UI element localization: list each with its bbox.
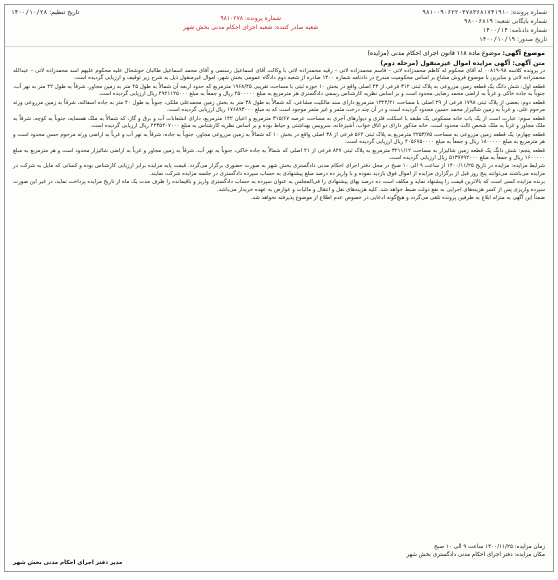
auction-date: زمان مزایده: ۱۴۰۰/۱۱/۲۵ ساعت ۹ الی ۱۰ صبح [434, 544, 545, 550]
body-paragraph: شرایط مزایده: مزایده در تاریخ ۱۴۰۰/۱۱/۲۵ از ساعت ۹ الی ۱۰ صبح در محل دفتر اجرای احکام مدنی دادگستری بخش شهر به صورت حضوری برگزار می‌گردد. قیمت پایه مزایده برابر ارزیابی کارشناس بوده و کسانی که مایل به شرکت در مزایده می‌باشند می‌توانند پنج روز قبل از برگزاری مزایده از اموال فوق بازدید نموده و با واریز ده درصد مبلغ پیشنهادی به حساب سپرده دادگستری در جلسه مزایده شرکت نمایند. [13, 163, 546, 177]
body-paragraph: در پرونده کلاسه ۹۸-۰۰۸۱۹ له آقای محکوم له کاظم محمدزاده لاتی – قاسم محمدزاده لاتی – رقیه محمدزاده لاتی با وکالت آقای اسماعیل رستمی و آقای محمد اسماعیل طالبان خوشحال علیه محکوم علیهم اسد محمدزاده لاتی – عبدالله محمدزاده لاتی و سایرین با موضوع فروش مشاع بر اساس محکومیت مندرج در دادنامه شماره ۱۴۰۰ صادره از شعبه دوم دادگاه عمومی بخش شهر، اموال غیرمنقول ذیل به شرح زیر توقیف و ارزیابی گردیده است. [13, 68, 545, 82]
case-info-row: شماره دادنامه: ۱۴۰۰/۱۴ [482, 27, 547, 34]
body-paragraph: قطعه سوم: عبارت است از یک باب خانه مسکونی یک طبقه با اسکلت فلزی و دیوارهای آجری به مساحت عرصه ۳۱۵/۶۷ مترمربع و اعیان ۱۴۲ مترمربع، دارای انشعابات آب و برق و گاز، که شمالاً به ملک همسایه، جنوباً به کوچه، شرقاً به ملک مجاور و غرباً به ملک شخص ثالث محدود است. خانه مذکور دارای دو اتاق خواب، آشپزخانه، سرویس بهداشتی و حیاط بوده و بر اساس نظریه کارشناس به مبلغ ۴۴۳۵۴۰۷۰۰۰ ریال ارزیابی گردیده است. [13, 115, 546, 129]
issue-date-value: ۱۴۰۰/۱۰/۲۸ [11, 9, 48, 16]
auction-place: مکان مزایده: دفتر اجرای احکام مدنی دادگستری بخش شهر [406, 552, 545, 558]
notice-body [5, 68, 553, 202]
notice-page [4, 4, 554, 572]
case-number-line: شماره پرونده: ۹۸۱۰۲۷۸ [220, 15, 281, 22]
body-paragraph: قطعه دوم: بعضی از پلاک ثبتی ۱۷۹۸ فرعی از ۲۹ اصلی با مساحت ۱۳۲۴/۲۱ مترمربع دارای سند مالکیت مشاعی، که شمالاً به طول ۳۸ متر به بخش زمین محمدعلی ملکی، جنوباً به طول ۴۰ متر به جاده اسفالته، شرقاً به زمین مزروعی ورثه مرحوم علی، و غرباً به زمین شالیزار محمد حسین محدود گردیده است و در آن چند درخت مثمر و غیر مثمر موجود است که به مبلغ ۱۷۶۸۹۳۰۰۰ ریال ارزیابی گردیده است. [13, 99, 546, 114]
case-info [422, 8, 547, 44]
notice-title: متن آگهی: آگهی مزایده اموال غیرمنقول (مرحله دوم) [380, 60, 545, 67]
subject-label: موضوع آگهی: [502, 50, 545, 57]
body-paragraph: قطعه پنجم: شش دانگ یک قطعه زمین شالیزار به مساحت ۳۲۱۱/۱۲ مترمربع به پلاک ثبتی ۸۴۷ فرعی از ۴۱ اصلی که شمالاً به جاده خاکی، جنوباً به نهر آب، شرقاً به زمین مجاور و غرباً به اراضی شالیزار محدود است و هر مترمربع به مبلغ ۱۶۰۰۰۰۰ ریال و جمعاً به مبلغ ۵۱۳۷۷۹۲۰۰۰ ریال ارزیابی گردیده است. [13, 147, 545, 161]
signature: مدیر دفتر اجرای احکام مدنی بخش شهر [13, 560, 123, 566]
issuing-branch [183, 8, 318, 32]
body-paragraph: قطعه اول: شش دانگ یک قطعه زمین مزروعی به پلاک ثبتی ۳۱۲ فرعی از ۴۳ اصلی واقع در بخش ۱۰ حوزه ثبتی با مساحت تقریبی ۱۹۶۸/۴۵ مترمربع که حدود اربعه آن شمالاً به طول ۴۵ متر به زمین مجاور، شرقاً به طول ۴۲ متر به نهر آب، جنوباً به جاده خاکی و غرباً به اراضی محمد رضایی محدود است و بر اساس نظریه کارشناس رسمی دادگستری هر مترمربع به مبلغ ۲۵۰۰۰۰۰ ریال و جمعاً به مبلغ ۴۹۲۱۱۲۵۰۰۰ ریال ارزیابی گردیده است. [13, 83, 545, 98]
notice-header [5, 5, 553, 47]
issue-date-label: تاریخ تنظیم: [49, 9, 80, 16]
notice-subject [5, 47, 553, 59]
case-info-row: شماره بایگانی شعبه: ۹۸۰۰۶۸۱۹ [464, 18, 547, 25]
body-paragraph: ضمناً این آگهی به منزله ابلاغ به طرفین پرونده تلقی می‌گردد و هیچ‌گونه ادعایی در خصوص عدم اطلاع از موضوع پذیرفته نخواهد شد. [250, 195, 545, 202]
case-info-row: شماره پرونده: ۹۸۱۰۰۹۰۶۲۲۰۳۷۸۳۶۸۱۷۴۱۹۱۰ [422, 9, 547, 16]
body-paragraph: برنده مزایده کسی است که بالاترین قیمت را پیشنهاد نماید و مکلف است ده درصد بهای پیشنهادی را فی‌المجلس به عنوان سپرده به حساب دادگستری واریز و باقیمانده را ظرف مدت یک ماه از تاریخ مزایده پرداخت نماید، در غیر این صورت سپرده واریزی پس از کسر هزینه‌های اجرایی به نفع دولت ضبط خواهد شد. کلیه هزینه‌های نقل و انتقال و مالیات و عوارض به عهده خریدار می‌باشد. [13, 179, 545, 193]
branch-line: شعبه صادر کننده: شعبه اجرای احکام مدنی بخش شهر [183, 24, 319, 31]
subject-value: موضوع ماده ۱۱۸ قانون اجرای احکام مدنی (مزایده) [367, 50, 501, 57]
issue-date [11, 8, 79, 17]
notice-footer [13, 543, 545, 567]
case-info-row: تاریخ صدور: ۱۴۰۰/۱۰/۱۹ [479, 36, 547, 43]
body-paragraph: قطعه چهارم: یک قطعه زمین مزروعی به مساحت ۲۲۵۳/۷۵ مترمربع به پلاک ثبتی ۵۶۴ فرعی از ۳۸ اصلی واقع در بخش ۱۰ که شمالاً به زمین مزروعی مجاور، جنوباً به جاده، شرقاً به نهر آب و غرباً به اراضی ورثه مرحوم حسن محدود است و هر مترمربع به مبلغ ۱۸۰۰۰۰۰ ریال و جمعاً به مبلغ ۴۰۵۶۷۵۰۰۰۰ ریال ارزیابی گردیده است. [13, 131, 545, 145]
